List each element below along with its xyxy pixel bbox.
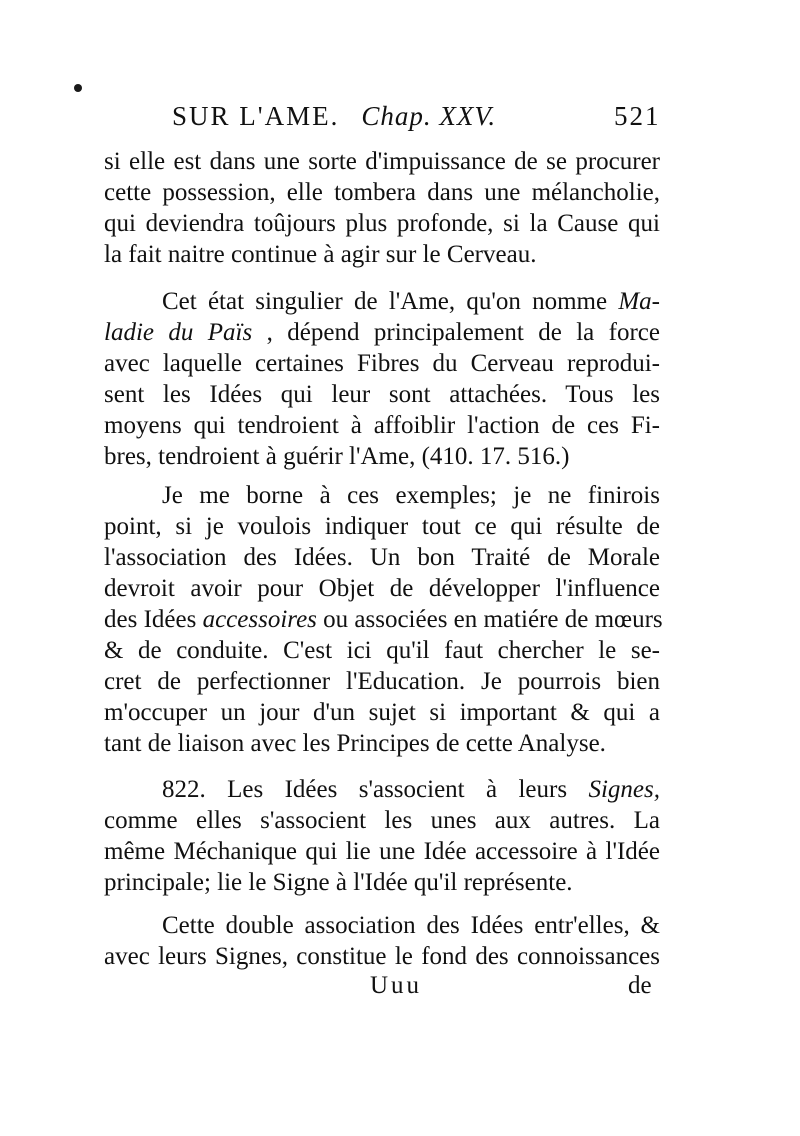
text-line: si elle est dans une sorte d'impuissance de se procurer xyxy=(104,148,660,175)
text-line: principale; lie le Signe à l'Idée qu'il représente. xyxy=(104,869,573,896)
catchword: de xyxy=(628,972,652,999)
text-line: avec leurs Signes, constitue le fond des connoissances xyxy=(104,943,660,970)
text-line: la fait naitre continue à agir sur le Cerveau. xyxy=(104,241,537,268)
text-line: devroit avoir pour Objet de développer l'influence xyxy=(104,575,660,602)
paragraph-3 xyxy=(104,480,663,759)
text-line: point, si je voulois indiquer tout ce qui résulte de xyxy=(104,513,660,540)
text-line: bres, tendroient à guérir l'Ame, (410. 17. 516.) xyxy=(104,443,570,470)
text-line: Je me borne à ces exemples; je ne finirois xyxy=(162,482,660,509)
text-segment: Cet état singulier de l'Ame, qu'on nomme xyxy=(162,288,619,315)
paragraph-5 xyxy=(104,910,660,972)
italic-phrase: Ma- xyxy=(618,288,660,315)
text-line xyxy=(104,286,660,317)
header-chapter: Chap. XXV. xyxy=(361,101,497,131)
text-line: cret de perfectionner l'Education. Je pourrois bien xyxy=(104,668,660,695)
text-segment: 822. Les Idées s'associent à leurs xyxy=(162,776,589,803)
running-header xyxy=(172,94,661,138)
text-line: & de conduite. C'est ici qu'il faut chercher le se- xyxy=(104,637,660,664)
text-line xyxy=(104,774,660,805)
text-line: qui deviendra toûjours plus profonde, si la Cause qui xyxy=(104,210,660,237)
text-line xyxy=(104,317,660,348)
ink-dot xyxy=(74,84,82,92)
header-title: SUR L'AME. xyxy=(172,101,340,131)
italic-phrase: Signes, xyxy=(588,776,660,803)
text-line xyxy=(104,604,663,635)
text-segment: ou associées en matiére de mœurs xyxy=(316,606,663,633)
text-line: avec laquelle certaines Fibres du Cerveau reprodui- xyxy=(104,350,660,377)
text-segment: , dépend principalement de la force xyxy=(252,319,660,346)
text-line: comme elles s'associent les unes aux autres. La xyxy=(104,807,660,834)
text-segment: des Idées xyxy=(104,606,203,633)
text-line: sent les Idées qui leur sont attachées. Tous les xyxy=(104,381,660,408)
signature-mark: Uuu xyxy=(370,972,423,999)
text-line: cette possession, elle tombera dans une mélancholie, xyxy=(104,179,660,206)
text-line: Cette double association des Idées entr'elles, & xyxy=(162,912,660,939)
paragraph-1 xyxy=(104,146,660,270)
paragraph-2 xyxy=(104,286,660,472)
text-line: m'occuper un jour d'un sujet si important & qui a xyxy=(104,699,660,726)
text-line: tant de liaison avec les Principes de cette Analyse. xyxy=(104,730,606,757)
text-line: moyens qui tendroient à affoiblir l'action de ces Fi- xyxy=(104,412,660,439)
text-line: même Méchanique qui lie une Idée accessoire à l'Idée xyxy=(104,838,660,865)
text-line: l'association des Idées. Un bon Traité de Morale xyxy=(104,544,660,571)
paragraph-4 xyxy=(104,774,660,898)
italic-phrase: accessoires xyxy=(202,606,317,633)
page-number: 521 xyxy=(614,101,661,131)
italic-phrase: ladie du Païs xyxy=(104,319,253,346)
